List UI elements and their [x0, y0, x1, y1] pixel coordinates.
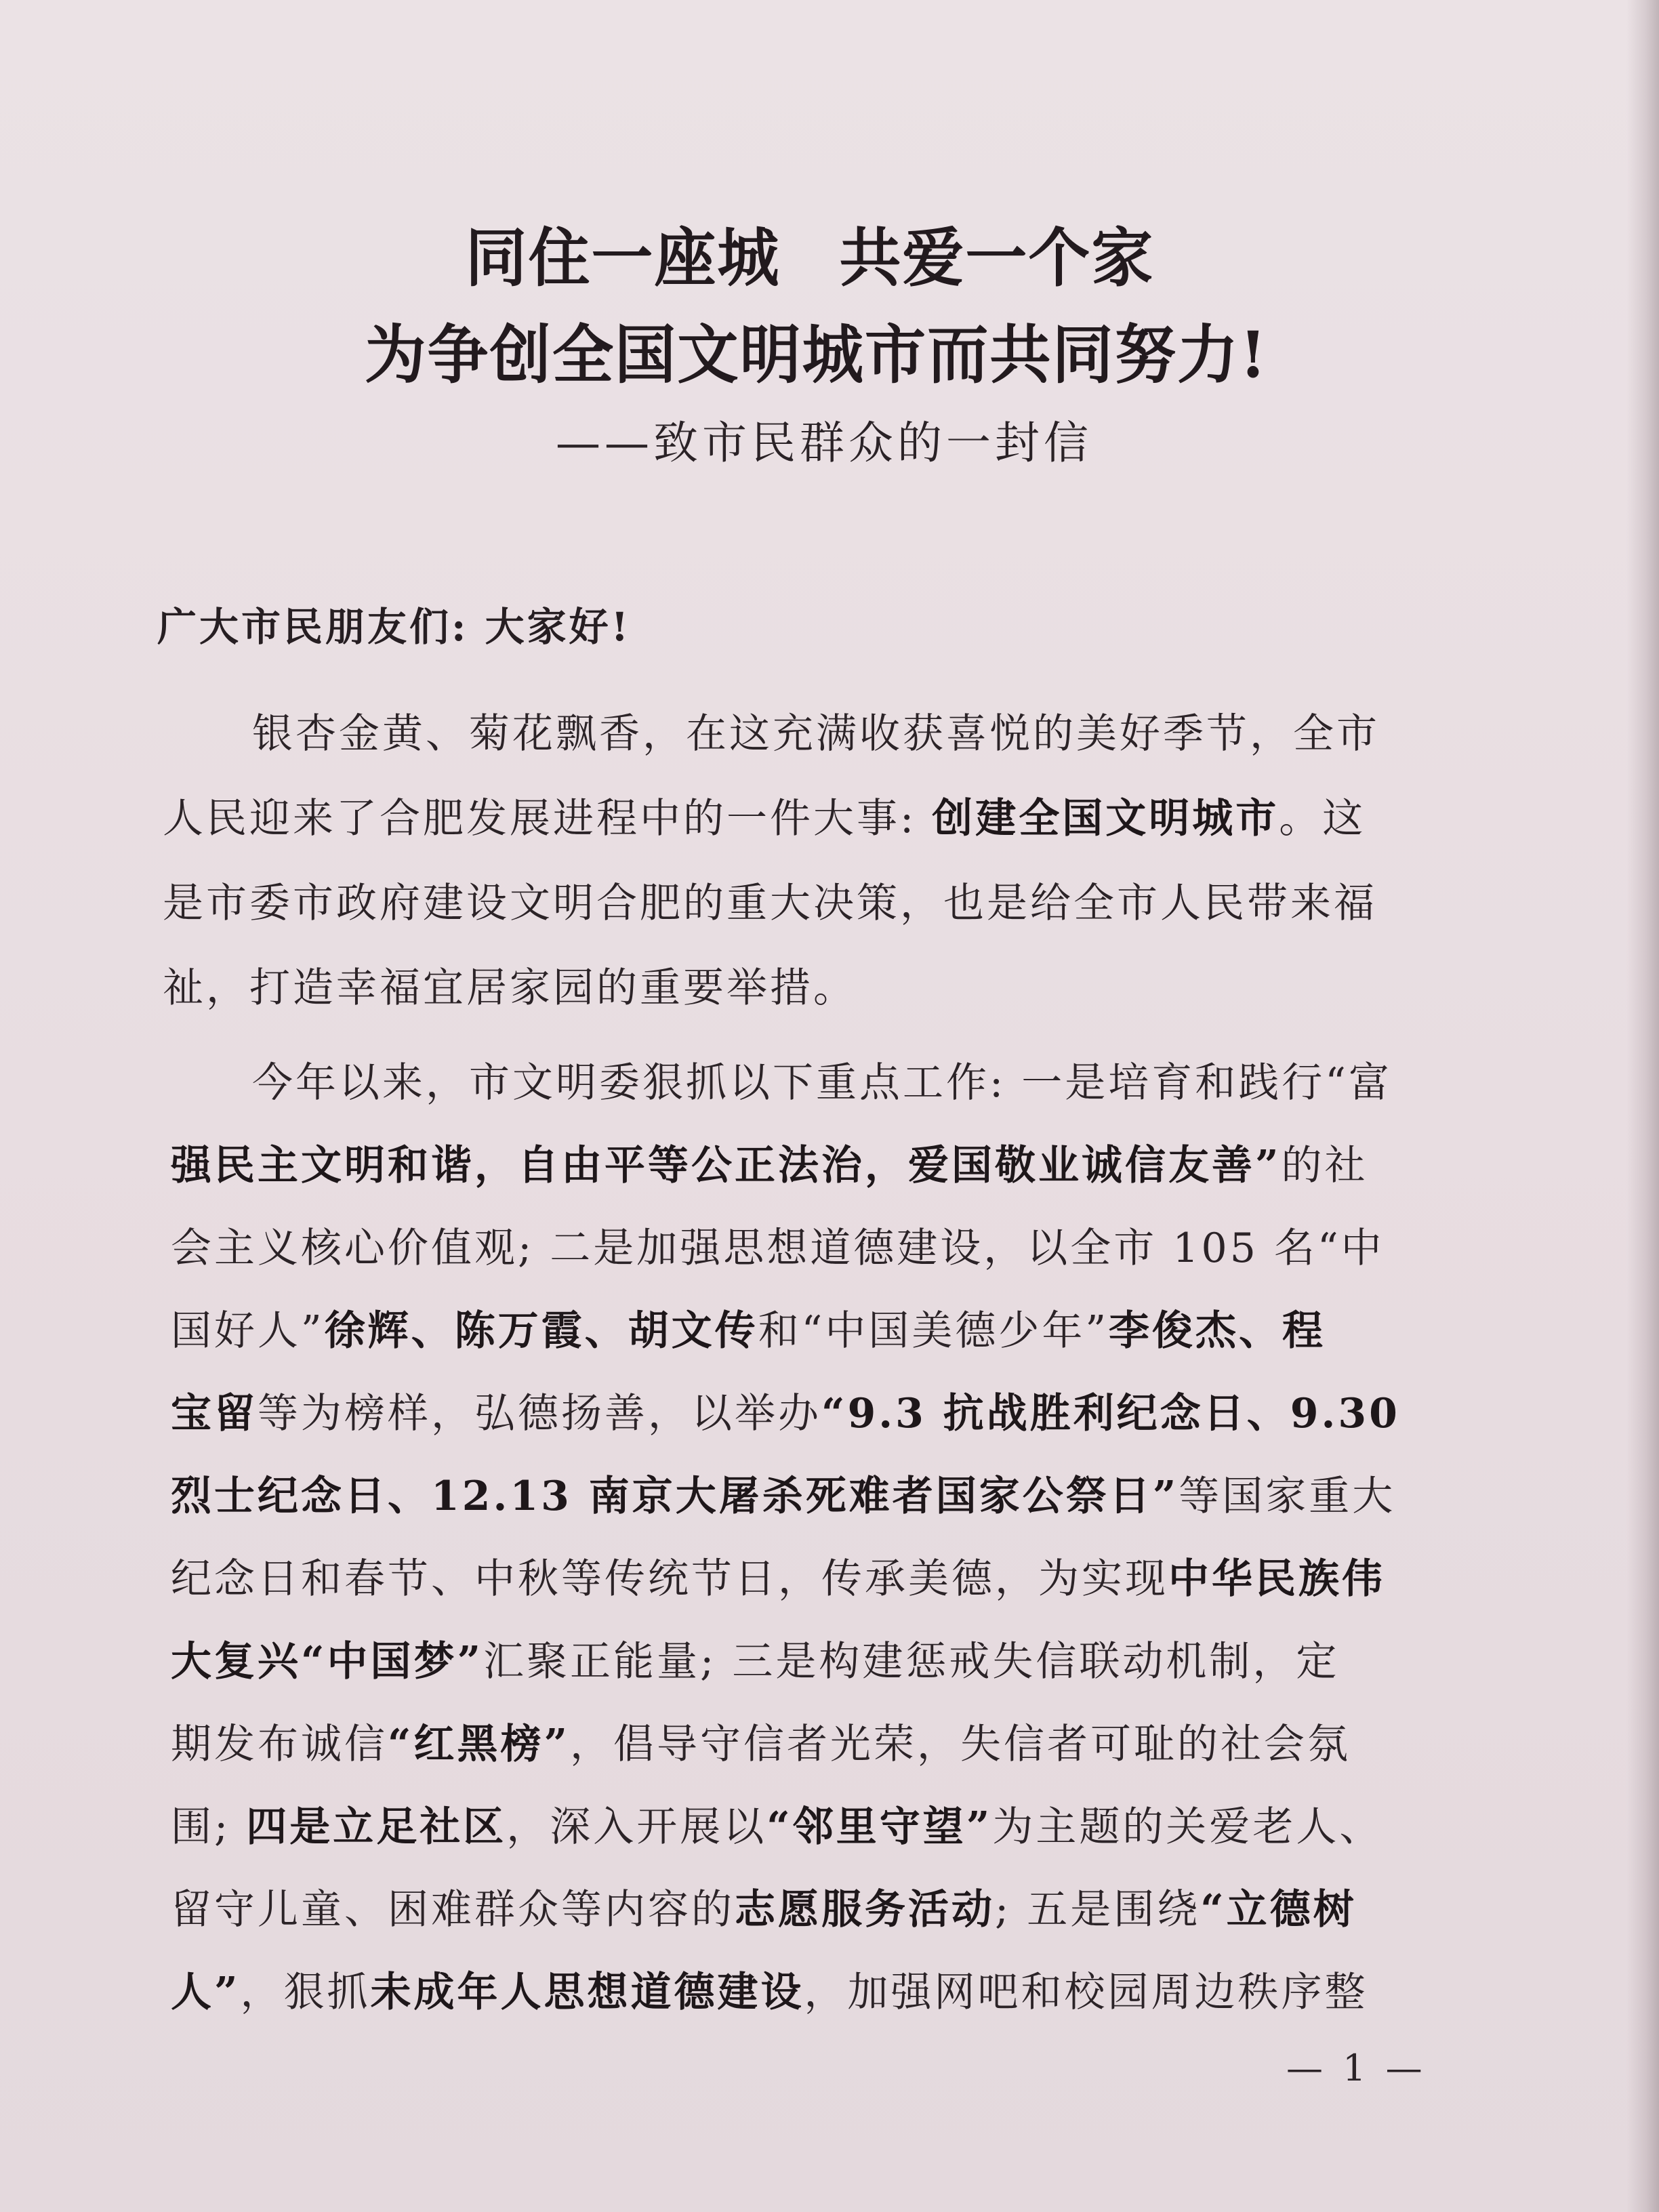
bold-phrase: 四是立足社区 [246, 1803, 507, 1851]
p2-line-5: 宝留等为榜样，弘德扬善，以举办“9.3 抗战胜利纪念日、9.30 [171, 1390, 1400, 1437]
bold-phrase: 创建全国文明城市 [932, 795, 1279, 842]
title-line-2: 为争创全国文明城市而共同努力! [365, 318, 1268, 392]
p1-line-1: 银杏金黄、菊花飘香，在这充满收获喜悦的美好季节，全市 [252, 710, 1380, 758]
p2-line-8: 大复兴“中国梦”汇聚正能量; 三是构建惩戒失信联动机制，定 [171, 1638, 1340, 1685]
p2-line-3: 会主义核心价值观; 二是加强思想道德建设，以全市 105 名“中 [171, 1225, 1385, 1272]
bold-phrase: 徐辉、陈万霞、胡文传 [324, 1307, 758, 1355]
subtitle: ——致市民群众的一封信 [556, 417, 1092, 469]
bold-phrase: “红黑榜” [388, 1721, 571, 1768]
p1-line-3: 是市委市政府建设文明合肥的重大决策，也是给全市人民带来福 [163, 880, 1377, 927]
bold-phrase: 李俊杰、程 [1109, 1307, 1326, 1355]
p1-line-4: 祉，打造幸福宜居家园的重要举措。 [163, 964, 857, 1012]
p2-line-6: 烈士纪念日、12.13 南京大屠杀死难者国家公祭日”等国家重大 [171, 1473, 1396, 1520]
bold-phrase: “邻里守望” [766, 1803, 993, 1851]
page-edge-shadow [1626, 0, 1659, 2212]
p2-line-4: 国好人”徐辉、陈万霞、胡文传和“中国美德少年”李俊杰、程 [171, 1307, 1326, 1355]
title-line-1 [0, 207, 1613, 298]
page-number: — 1 — [1286, 2047, 1427, 2089]
salutation: 广大市民朋友们: 大家好! [157, 604, 632, 650]
bold-phrase: “9.3 抗战胜利纪念日、9.30 [821, 1390, 1400, 1437]
bold-phrase: 未成年人思想道德建设 [370, 1969, 804, 2016]
bold-phrase: 志愿服务活动 [735, 1886, 995, 1933]
bold-phrase: 人” [171, 1969, 241, 2016]
bold-phrase: “立德树 [1200, 1886, 1357, 1933]
bold-phrase: 强民主文明和谐，自由平等公正法治，爱国敬业诚信友善” [171, 1142, 1282, 1189]
bold-phrase: 中华民族伟 [1168, 1555, 1385, 1603]
p1-line-2: 人民迎来了合肥发展进程中的一件大事: 创建全国文明城市。这 [163, 795, 1366, 842]
p2-line-7: 纪念日和春节、中秋等传统节日，传承美德，为实现中华民族伟 [171, 1555, 1385, 1603]
p2-line-12: 人”，狠抓未成年人思想道德建设，加强网吧和校园周边秩序整 [171, 1969, 1368, 2016]
p2-line-1: 今年以来，市文明委狠抓以下重点工作: 一是培育和践行“富 [252, 1059, 1392, 1107]
bold-phrase: 烈士纪念日、12.13 南京大屠杀死难者国家公祭日” [171, 1473, 1179, 1520]
p2-line-11: 留守儿童、困难群众等内容的志愿服务活动; 五是围绕“立德树 [171, 1886, 1357, 1933]
title-phrase-1: 同住一座城 [465, 221, 781, 295]
bold-phrase: 大复兴“中国梦” [171, 1638, 484, 1685]
p2-line-2: 强民主文明和谐，自由平等公正法治，爱国敬业诚信友善”的社 [171, 1142, 1368, 1189]
bold-phrase: 宝留 [171, 1390, 258, 1437]
p2-line-9: 期发布诚信“红黑榜”，倡导守信者光荣，失信者可耻的社会氛 [171, 1721, 1351, 1768]
title-phrase-2: 共爱一个家 [839, 221, 1155, 295]
p2-line-10: 围; 四是立足社区，深入开展以“邻里守望”为主题的关爱老人、 [171, 1803, 1383, 1851]
